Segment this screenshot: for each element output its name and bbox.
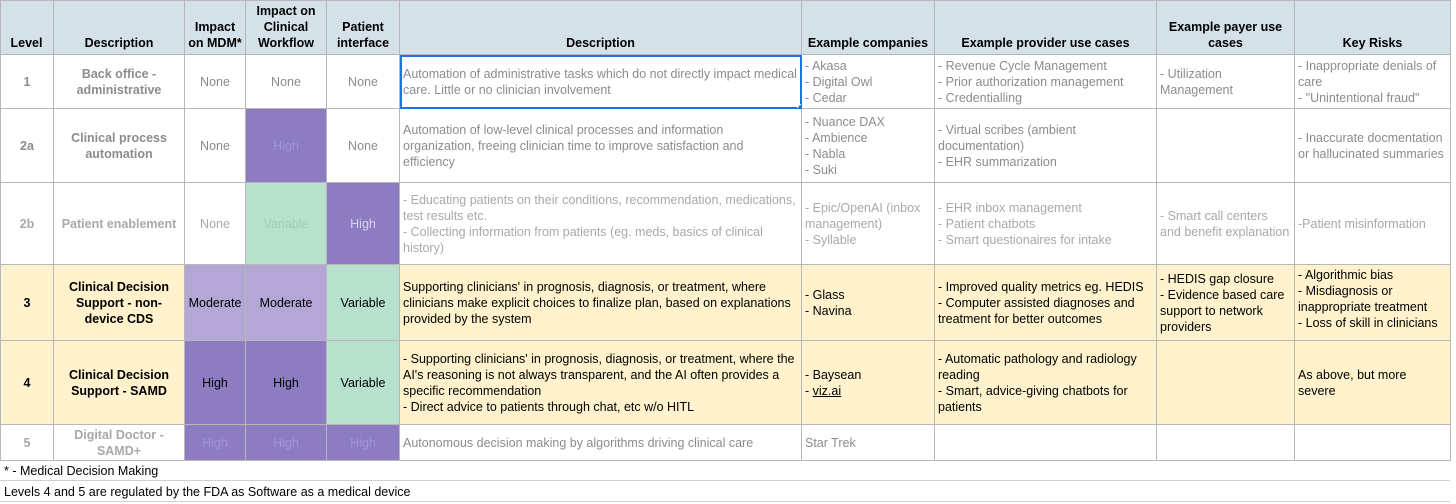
cell-companies[interactable]: - Akasa - Digital Owl - Cedar [802,55,935,109]
cell-level[interactable]: 2b [1,183,54,265]
cell-workflow[interactable]: Variable [246,183,327,265]
company-baysean: - Baysean [805,367,862,382]
header-companies[interactable]: Example companies [802,1,935,55]
table-row-level-5 [1,425,1451,461]
footnote-mdm: * - Medical Decision Making [0,461,1450,481]
cell-name[interactable]: Back office - administrative [54,55,185,109]
cell-description[interactable]: Automation of low-level clinical processes and information organization, freeing clinician time to improve satisfaction and efficiency [400,109,802,183]
cell-companies[interactable]: - Epic/OpenAI (inbox management) - Syllable [802,183,935,265]
cell-interface[interactable]: None [327,55,400,109]
cell-interface[interactable]: High [327,425,400,461]
cell-payer[interactable] [1157,425,1295,461]
cell-workflow[interactable]: High [246,341,327,425]
cell-payer[interactable] [1157,109,1295,183]
table-row-level-2a [1,109,1451,183]
cell-risks[interactable]: - Inaccurate docmentation or hallucinated summaries [1295,109,1451,183]
cell-interface[interactable]: None [327,109,400,183]
header-level[interactable]: Level [1,1,54,55]
header-row [1,1,1451,55]
cell-level[interactable]: 5 [1,425,54,461]
cell-name[interactable]: Clinical Decision Support - SAMD [54,341,185,425]
cell-description[interactable]: - Educating patients on their conditions, recommendation, medications, test results etc. - Collecting information from patients (eg. meds, basics of clinical history) [400,183,802,265]
cell-provider[interactable]: - Improved quality metrics eg. HEDIS - Computer assisted diagnoses and treatment for better outcomes [935,265,1157,341]
cell-provider[interactable]: - EHR inbox management - Patient chatbots - Smart questionaires for intake [935,183,1157,265]
cell-interface[interactable]: Variable [327,265,400,341]
cell-risks[interactable]: - Inappropriate denials of care - "Unintentional fraud" [1295,55,1451,109]
table-row-level-2b [1,183,1451,265]
fill-handle[interactable] [797,104,802,109]
header-patient-interface[interactable]: Patient interface [327,1,400,55]
cell-name[interactable]: Patient enablement [54,183,185,265]
table-row-level-1 [1,55,1451,109]
header-payer-use-cases[interactable]: Example payer use cases [1157,1,1295,55]
cell-payer[interactable]: - HEDIS gap closure - Evidence based care support to network providers [1157,265,1295,341]
cell-description[interactable]: Supporting clinicians' in prognosis, diagnosis, or treatment, where clinicians make explicit choices to finalize plan, based on explanations provided by the system [400,265,802,341]
cell-workflow[interactable]: High [246,109,327,183]
cell-level[interactable]: 4 [1,341,54,425]
cell-risks[interactable]: As above, but more severe [1295,341,1451,425]
cell-risks[interactable]: - Algorithmic bias - Misdiagnosis or inappropriate treatment - Loss of skill in clinicians [1295,265,1451,341]
cell-companies[interactable] [802,341,935,425]
cell-workflow[interactable]: High [246,425,327,461]
cell-companies[interactable]: - Glass - Navina [802,265,935,341]
cell-provider[interactable]: - Automatic pathology and radiology reading - Smart, advice-giving chatbots for patients [935,341,1157,425]
cell-workflow[interactable]: None [246,55,327,109]
cell-companies[interactable]: - Nuance DAX - Ambience - Nabla - Suki [802,109,935,183]
header-impact-mdm[interactable]: Impact on MDM* [185,1,246,55]
cell-payer[interactable] [1157,341,1295,425]
cell-mdm[interactable]: None [185,55,246,109]
header-provider-use-cases[interactable]: Example provider use cases [935,1,1157,55]
header-description[interactable]: Description [54,1,185,55]
company-link-vizai[interactable]: viz.ai [812,383,842,398]
cell-interface[interactable]: Variable [327,341,400,425]
company-prefix: - [805,383,813,398]
cell-name[interactable]: Clinical process automation [54,109,185,183]
cell-payer[interactable]: - Smart call centers and benefit explanation [1157,183,1295,265]
cell-risks[interactable] [1295,425,1451,461]
cell-provider[interactable]: - Revenue Cycle Management - Prior authorization management - Credentialling [935,55,1157,109]
cell-mdm[interactable]: High [185,341,246,425]
cell-mdm[interactable]: Moderate [185,265,246,341]
cell-mdm[interactable]: None [185,109,246,183]
header-long-description[interactable]: Description [400,1,802,55]
header-key-risks[interactable]: Key Risks [1295,1,1451,55]
cell-provider[interactable]: - Virtual scribes (ambient documentation) - EHR summarization [935,109,1157,183]
cell-mdm[interactable]: None [185,183,246,265]
cell-level[interactable]: 1 [1,55,54,109]
cell-description[interactable]: - Supporting clinicians' in prognosis, diagnosis, or treatment, where the AI's reasoning is not always transparent, and the AI often provides a specific recommendation - Direct advice to patients through chat, etc w/o HITL [400,341,802,425]
cell-workflow[interactable]: Moderate [246,265,327,341]
table-row-level-4 [1,341,1451,425]
cell-risks[interactable]: -Patient misinformation [1295,183,1451,265]
cell-name[interactable]: Digital Doctor - SAMD+ [54,425,185,461]
cell-mdm[interactable]: High [185,425,246,461]
cell-description[interactable]: Autonomous decision making by algorithms driving clinical care [400,425,802,461]
cell-companies[interactable]: Star Trek [802,425,935,461]
cell-description-selected[interactable] [400,55,802,109]
cell-level[interactable]: 3 [1,265,54,341]
cell-interface[interactable]: High [327,183,400,265]
cell-provider[interactable] [935,425,1157,461]
cell-description-text: Automation of administrative tasks which do not directly impact medical care. Little or no clinician involvement [403,66,797,97]
header-impact-workflow[interactable]: Impact on Clinical Workflow [246,1,327,55]
cell-level[interactable]: 2a [1,109,54,183]
table-row-level-3 [1,265,1451,341]
footnote-regulation: Levels 4 and 5 are regulated by the FDA as Software as a medical device [0,482,1450,502]
cell-payer[interactable]: - Utilization Management [1157,55,1295,109]
cell-name[interactable]: Clinical Decision Support - non-device CDS [54,265,185,341]
